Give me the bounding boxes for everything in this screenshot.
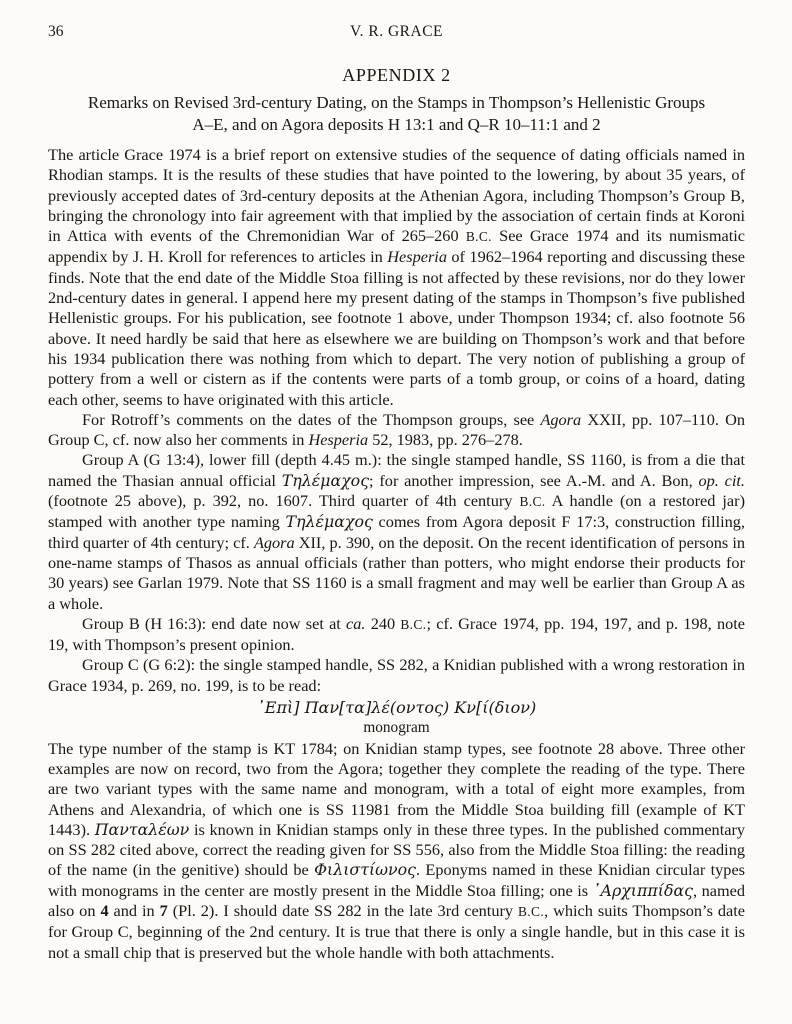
group-c-paragraph bbox=[48, 655, 745, 696]
text-segment: Group C (G 6:2): the single stamped handle, SS 282, a Knidian published with a wrong restoration in Grace 1934, p. 269, no. 199, is to be read: bbox=[48, 655, 745, 695]
text-segment: B.C. bbox=[400, 616, 427, 632]
type-number-paragraph bbox=[48, 739, 745, 963]
intro-paragraph bbox=[48, 145, 745, 410]
text-segment: ; cf. Grace 1974, pp. 194, 197, and p. 198, note 19, with Thompson’s present opinion. bbox=[48, 613, 746, 655]
text-segment: XXII, pp. 107–110. On Group C, cf. now also her comments in bbox=[48, 409, 745, 450]
group-a-paragraph bbox=[48, 450, 745, 613]
text-segment: B.C. bbox=[465, 229, 492, 245]
text-segment: ; for another impression, see A.-M. and A. Bon, bbox=[369, 470, 699, 490]
text-segment: Agora bbox=[540, 409, 582, 429]
stamp-reading-greek bbox=[48, 698, 745, 718]
text-segment: 240 bbox=[365, 613, 401, 633]
appendix-heading: APPENDIX 2 bbox=[342, 65, 451, 85]
text-segment: A handle (on a restored jar) stamped with another type naming bbox=[48, 491, 745, 532]
greek-text-segment: Φιλιστίωνος bbox=[314, 860, 416, 880]
text-segment: op. cit. bbox=[698, 470, 746, 490]
text-segment: Hesperia bbox=[308, 430, 369, 450]
rotroff-paragraph bbox=[48, 410, 745, 451]
greek-text-segment: Τηλέμαχος bbox=[281, 470, 370, 490]
text-segment: XII, p. 390, on the deposit. On the recent identification of persons in one-name stamps of Thasos as annual officials (rather than potters, who might endorse their products for 30 years) see Garlan 1979. Note that SS 1160 is a small fragment and may well be earlier than Group A as a whole. bbox=[48, 532, 746, 613]
text-segment: The article Grace 1974 is a brief report on extensive studies of the sequence of dating officials named in Rhodian stamps. It is the results of these studies that have pointed to the lowering, by about 35 years, of previously accepted dates of 3rd-century deposits at the Athenian Agora, including Thompson’s Group B, bringing the chronology into fair agreement with that implied by the association of certain finds at Koroni in Attica with events of the Chremonidian War of 265–260 bbox=[48, 145, 745, 246]
appendix-subtitle-line1: Remarks on Revised 3rd-century Dating, on the Stamps in Thompson’s Hellenistic Groups bbox=[87, 93, 706, 112]
text-segment: B.C. bbox=[519, 494, 546, 510]
text-segment: 52, 1983, pp. 276–278. bbox=[368, 430, 523, 450]
text-segment: The type number of the stamp is KT 1784; on Knidian stamp types, see footnote 28 above. Three other examples are now on record, two from the Agora; together they complete the reading of the type. There are two variant types with the same name and monogram, with a total of eight more examples, from Athens and Alexandria, of which one is SS 11981 from the Middle Stoa building fill (example of KT 1443). bbox=[48, 738, 745, 839]
text-segment: of 1962–1964 reporting and discussing these finds. Note that the end date of the Middle Stoa filling is not affected by these revisions, nor do they lower 2nd-century dates in general. I append here my present dating of the stamps in Thompson’s five published Hellenistic groups. For his publication, see footnote 1 above, under Thompson 1934; cf. also footnote 56 above. It need hardly be said that here as elsewhere we are building on Thompson’s work and that before his 1934 publication there was nothing from which to depart. The very notion of publishing a group of pottery from a well or cistern as if the contents were parts of a tomb group, or coins of a hoard, dating each other, seems to have originated with this article. bbox=[48, 247, 745, 409]
text-segment: (Pl. 2). I should date SS 282 in the late 3rd century bbox=[167, 900, 518, 920]
title-block bbox=[48, 65, 745, 136]
text-segment: Hesperia bbox=[387, 247, 447, 267]
greek-text-segment: Τηλέμαχος bbox=[285, 512, 373, 532]
text-segment: and in bbox=[108, 900, 160, 920]
text-segment: Group B (H 16:3): end date now set at bbox=[82, 613, 347, 633]
running-header bbox=[48, 22, 745, 42]
greek-text-segment: ᾿Επὶ] Παν[τα]λέ(οντος) Κν[ί(διον) bbox=[256, 698, 537, 718]
appendix-subtitle-line2: A–E, and on Agora deposits H 13:1 and Q–R 10–11:1 and 2 bbox=[192, 115, 601, 134]
text-segment: 7 bbox=[159, 900, 168, 920]
greek-text-segment: Πανταλέων bbox=[94, 819, 190, 839]
running-head-author: V. R. GRACE bbox=[349, 23, 444, 40]
body-paragraphs bbox=[48, 145, 745, 963]
text-segment: , which suits Thompson’s date for Group C, beginning of the 2nd century. It is true that there is only a single handle, but in this case it is not a small chip that is preserved but the whole handle with both attachments. bbox=[48, 900, 745, 962]
text-segment: Group A (G 13:4), lower fill (depth 4.45 m.): the single stamped handle, SS 1160, is from a die that named the Thasian annual official bbox=[48, 450, 745, 490]
group-b-paragraph bbox=[48, 614, 745, 656]
text-segment: , named also on bbox=[48, 880, 745, 920]
text-segment: Agora bbox=[253, 532, 295, 552]
text-segment: is known in Knidian stamps only in these three types. In the published commentary on SS 282 cited above, correct the reading given for SS 556, also from the Middle Stoa filling: the reading of the name (in the genitive) should be bbox=[48, 819, 746, 880]
text-segment: See Grace 1974 and its numismatic appendix by J. H. Kroll for references to articles in bbox=[48, 226, 745, 267]
text-segment: B.C. bbox=[518, 903, 545, 919]
text-segment: comes from Agora deposit F 17:3, construction filling, third quarter of 4th century; cf. bbox=[48, 512, 745, 552]
greek-text-segment: ᾿Αρχιππίδας bbox=[592, 880, 693, 900]
text-segment: For Rotroff’s comments on the dates of the Thompson groups, see bbox=[82, 409, 541, 429]
page-number: 36 bbox=[48, 23, 64, 40]
text-segment: monogram bbox=[363, 719, 430, 737]
text-segment: 4 bbox=[100, 900, 109, 920]
monogram-label bbox=[48, 718, 745, 738]
text-segment: (footnote 25 above), p. 392, no. 1607. Third quarter of 4th century bbox=[48, 491, 520, 511]
text-segment: ca. bbox=[346, 613, 366, 633]
text-segment: . Eponyms named in these Knidian circular types with monograms in the center are mostly present in the Middle Stoa filling; one is bbox=[48, 860, 746, 900]
